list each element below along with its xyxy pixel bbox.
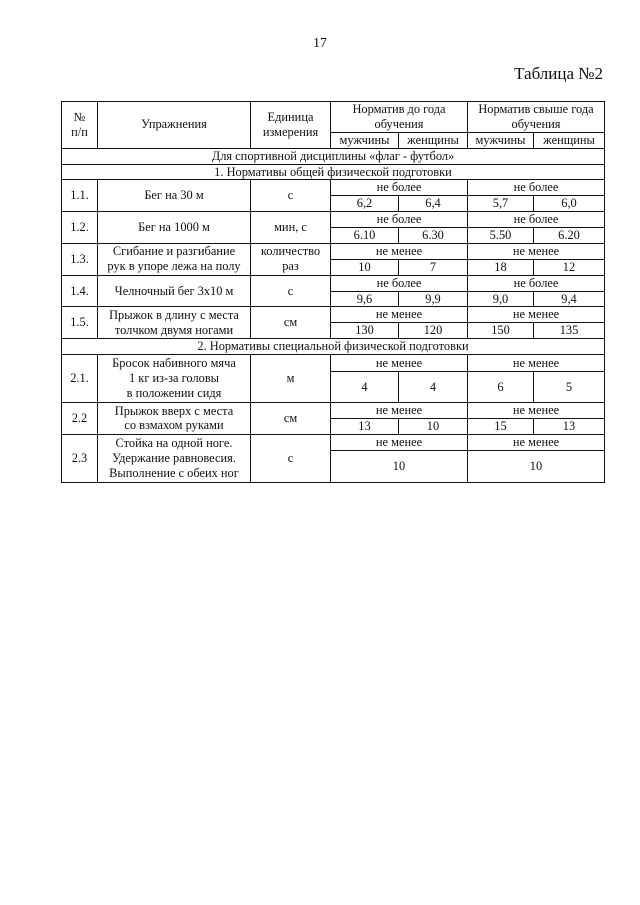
row-number: 1.2. [62, 212, 98, 244]
value-women-after: 6,0 [534, 196, 605, 212]
table-caption: Таблица №2 [514, 64, 603, 83]
table-row [62, 307, 605, 323]
unit: м [251, 355, 331, 403]
condition-first-year: не менее [331, 355, 468, 372]
condition-after-year: не менее [468, 434, 605, 450]
condition-after-year: не более [468, 275, 605, 291]
value-women-first: 7 [399, 259, 468, 275]
condition-first-year: не менее [331, 243, 468, 259]
value-men-after: 6 [468, 372, 534, 403]
header-num: № п/п [62, 102, 98, 149]
value-women-first: 6,4 [399, 196, 468, 212]
table-row [62, 355, 605, 372]
value-women-first: 4 [399, 372, 468, 403]
exercise-name: Бросок набивного мяча 1 кг из-за головы в положении сидя [98, 355, 251, 403]
value-women-first: 10 [399, 418, 468, 434]
header-after-year: Норматив свыше года обучения [468, 102, 605, 133]
value-men-after: 5,7 [468, 196, 534, 212]
value-women-after: 9,4 [534, 291, 605, 307]
section-title: 1. Нормативы общей физической подготовки [62, 164, 605, 180]
table-row [62, 434, 605, 450]
table-row [62, 212, 605, 228]
header-men-first: мужчины [331, 132, 399, 148]
condition-after-year: не более [468, 212, 605, 228]
condition-after-year: не менее [468, 355, 605, 372]
condition-first-year: не более [331, 212, 468, 228]
header-men-after: мужчины [468, 132, 534, 148]
value-women-first: 9,9 [399, 291, 468, 307]
row-number: 2.1. [62, 355, 98, 403]
header-exercise: Упражнения [98, 102, 251, 149]
value-women-after: 12 [534, 259, 605, 275]
value-women-after: 6.20 [534, 228, 605, 244]
value-men-after: 9,0 [468, 291, 534, 307]
exercise-name: Челночный бег 3х10 м [98, 275, 251, 307]
row-number: 1.4. [62, 275, 98, 307]
norms-table [61, 101, 605, 483]
discipline-title: Для спортивной дисциплины «флаг - футбол» [62, 148, 605, 164]
unit: с [251, 434, 331, 482]
value-men-first: 10 [331, 259, 399, 275]
row-number: 1.5. [62, 307, 98, 339]
condition-after-year: не менее [468, 243, 605, 259]
table-row [62, 403, 605, 419]
header-women-first: женщины [399, 132, 468, 148]
row-number: 2.3 [62, 434, 98, 482]
condition-first-year: не менее [331, 307, 468, 323]
row-number: 2.2 [62, 403, 98, 435]
unit: с [251, 180, 331, 212]
header-women-after: женщины [534, 132, 605, 148]
exercise-name: Стойка на одной ноге. Удержание равновесия. Выполнение с обеих ног [98, 434, 251, 482]
value-men-after: 18 [468, 259, 534, 275]
condition-first-year: не более [331, 275, 468, 291]
section-title: 2. Нормативы специальной физической подготовки [62, 339, 605, 355]
unit: см [251, 403, 331, 435]
unit: мин, с [251, 212, 331, 244]
table-row [62, 180, 605, 196]
row-number: 1.3. [62, 243, 98, 275]
value-men-after: 15 [468, 418, 534, 434]
value-after-year: 10 [468, 450, 605, 482]
value-men-after: 150 [468, 323, 534, 339]
condition-first-year: не менее [331, 434, 468, 450]
condition-first-year: не более [331, 180, 468, 196]
value-men-first: 130 [331, 323, 399, 339]
condition-first-year: не менее [331, 403, 468, 419]
header-first-year: Норматив до года обучения [331, 102, 468, 133]
value-women-after: 13 [534, 418, 605, 434]
exercise-name: Прыжок в длину с места толчком двумя ногами [98, 307, 251, 339]
exercise-name: Сгибание и разгибание рук в упоре лежа на полу [98, 243, 251, 275]
value-women-first: 120 [399, 323, 468, 339]
value-first-year: 10 [331, 450, 468, 482]
value-women-first: 6.30 [399, 228, 468, 244]
condition-after-year: не более [468, 180, 605, 196]
row-number: 1.1. [62, 180, 98, 212]
exercise-name: Бег на 1000 м [98, 212, 251, 244]
value-women-after: 5 [534, 372, 605, 403]
value-men-first: 13 [331, 418, 399, 434]
condition-after-year: не менее [468, 307, 605, 323]
exercise-name: Прыжок вверх с места со взмахом руками [98, 403, 251, 435]
value-men-first: 9,6 [331, 291, 399, 307]
value-men-after: 5.50 [468, 228, 534, 244]
value-women-after: 135 [534, 323, 605, 339]
page-number: 17 [313, 36, 327, 51]
header-unit: Единица измерения [251, 102, 331, 149]
unit: см [251, 307, 331, 339]
exercise-name: Бег на 30 м [98, 180, 251, 212]
unit: с [251, 275, 331, 307]
condition-after-year: не менее [468, 403, 605, 419]
table-row [62, 243, 605, 259]
value-men-first: 6,2 [331, 196, 399, 212]
unit: количество раз [251, 243, 331, 275]
table-row [62, 275, 605, 291]
value-men-first: 6.10 [331, 228, 399, 244]
value-men-first: 4 [331, 372, 399, 403]
